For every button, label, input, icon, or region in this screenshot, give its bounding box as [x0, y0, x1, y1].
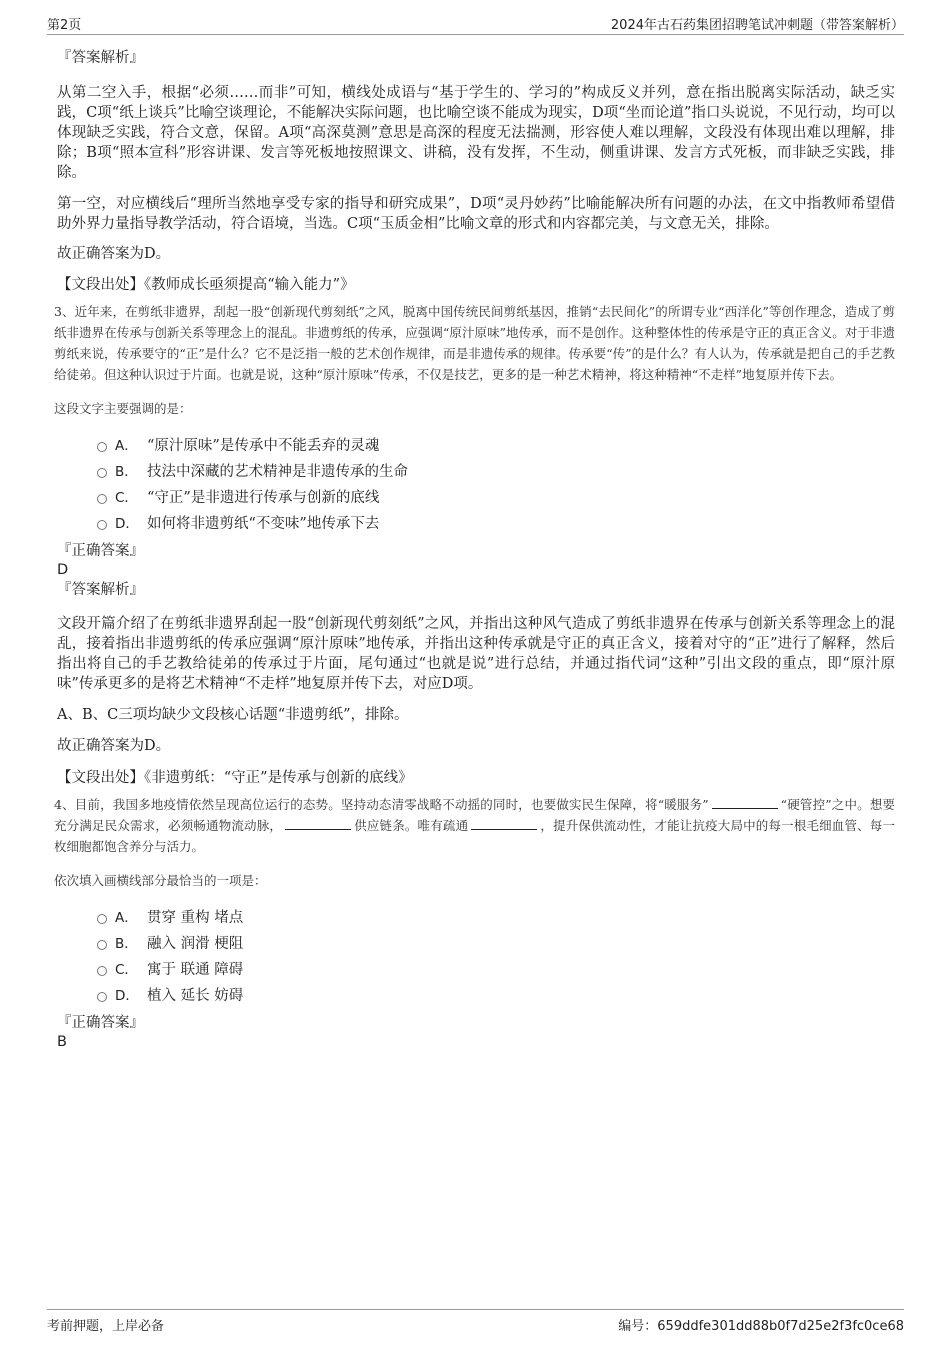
option-d[interactable]: D． 植入 延长 妨碍 [97, 983, 895, 1009]
analysis-paragraph: 第一空，对应横线后“理所当然地享受专家的指导和研究成果”，D项“灵丹妙药”比喻能解决所有问题的办法，在文中指教师希望借助外界力量指导教学活动，符合语境，当选。C项“玉质金相”比喻文章的形式和内容都完美，与文意无关，排除。 [57, 196, 895, 232]
correct-answer: D [57, 562, 69, 578]
radio-icon[interactable] [97, 468, 107, 478]
analysis-paragraph: A、B、C三项均缺少文段核心话题“非遗剪纸”，排除。 [57, 707, 409, 723]
question-4-options [97, 905, 895, 1009]
fill-blank[interactable] [471, 816, 537, 830]
page-content [54, 46, 895, 1052]
question-4-prompt: 依次填入画横线部分最恰当的一项是： [54, 873, 267, 888]
radio-icon[interactable] [97, 966, 107, 976]
radio-icon[interactable] [97, 520, 107, 530]
radio-icon[interactable] [97, 914, 107, 924]
question-3-text: 3、近年来，在剪纸非遗界，刮起一股“创新现代剪刻纸”之风，脱离中国传统民间剪纸基因，推销“去民间化”的所谓专业“西洋化”等创作理念，造成了剪纸非遗界在传承与创新关系等理念上的混乱。非遗剪纸的传承，应强调“原汁原味”地传承，而不是创作。这种整体性的传承是守正的真正含义。对于非遗剪纸来说，传承要守的“正”是什么？它不是泛指一般的艺术创作规律，而是非遗传承的规律。传承要“传”的是什么？有人认为，传承就是把自己的手艺教给徒弟。但这种认识过于片面。也就是说，这种“原汁原味”传承，不仅是技艺，更多的是一种艺术精神，将这种精神“不走样”地复原并传下去。 [54, 304, 895, 382]
radio-icon[interactable] [97, 442, 107, 452]
correct-answer: B [57, 1034, 67, 1050]
radio-icon[interactable] [97, 940, 107, 950]
analysis-paragraph: 文段开篇介绍了在剪纸非遗界刮起一股“创新现代剪刻纸”之风，并指出这种风气造成了剪纸非遗界在传承与创新关系等理念上的混乱，接着指出非遗剪纸的传承应强调“原汁原味”地传承，并指出这种传承就是守正的真正含义，接着对守的“正”进行了解释，然后指出将自己的手艺教给徒弟的传承过于片面，尾句通过“也就是说”进行总结，并通过指代词“这种”引出文段的重点，即“原汁原味”传承更多的是将艺术精神“不走样”地复原并传下去，对应D项。 [57, 616, 895, 692]
document-title: 2024年古石药集团招聘笔试冲刺题（带答案解析） [610, 18, 904, 33]
analysis-conclusion: 故正确答案为D。 [57, 246, 171, 262]
page-footer [47, 1309, 904, 1333]
question-3-options [97, 433, 895, 537]
option-c[interactable]: C． 寓于 联通 障碍 [97, 957, 895, 983]
option-b[interactable]: B． 融入 润滑 梗阻 [97, 931, 895, 957]
correct-answer-label: 『正确答案』 [57, 543, 144, 559]
radio-icon[interactable] [97, 992, 107, 1002]
fill-blank[interactable] [285, 816, 351, 830]
option-a[interactable]: A． “原汁原味”是传承中不能丢弃的灵魂 [97, 433, 895, 459]
question-3-prompt: 这段文字主要强调的是： [54, 401, 192, 416]
footer-slogan: 考前押题，上岸必备 [47, 1319, 165, 1334]
source-citation: 【文段出处】《非遗剪纸：“守正”是传承与创新的底线》 [57, 770, 413, 786]
analysis-paragraph: 从第二空入手，根据“必须……而非”可知，横线处成语与“基于学生的、学习的”构成反义并列，意在指出脱离实际活动，缺乏实践，C项“纸上谈兵”比喻空谈理论，不能解决实际问题，也比喻空谈不能成为现实，D项“坐而论道”指口头说说，不见行动，均可以体现缺乏实践，符合文意，保留。A项“高深莫测”意思是高深的程度无法揣测，形容使人难以理解，文段没有体现出难以理解，排除；B项“照本宣科”形容讲课、发言等死板地按照课文、讲稿，没有发挥，不生动，侧重讲课、发言方式死板，而非缺乏实践，排除。 [57, 85, 895, 181]
radio-icon[interactable] [97, 494, 107, 504]
option-b[interactable]: B． 技法中深藏的艺术精神是非遗传承的生命 [97, 459, 895, 485]
option-d[interactable]: D． 如何将非遗剪纸“不变味”地传承下去 [97, 511, 895, 537]
analysis-label: 『答案解析』 [57, 50, 144, 66]
question-4-text: 4、目前，我国多地疫情依然呈现高位运行的态势。坚持动态清零战略不动摇的同时，也要做实民生保障，将“暖服务” “硬管控”之中。想要充分满足民众需求，必须畅通物流动脉， 供应链条。唯有疏通 ，提升保供流动性，才能让抗疫大局中的每一根毛细血管、每一枚细胞都饱含养分与活力。 [54, 797, 895, 854]
analysis-label: 『答案解析』 [57, 582, 144, 598]
analysis-conclusion: 故正确答案为D。 [57, 738, 171, 754]
option-a[interactable]: A． 贯穿 重构 堵点 [97, 905, 895, 931]
correct-answer-label: 『正确答案』 [57, 1015, 144, 1031]
document-code: 编号：659ddfe301dd88b0f7d25e2f3fc0ce68 [618, 1319, 904, 1334]
fill-blank[interactable] [712, 795, 778, 809]
source-citation: 【文段出处】《教师成长亟须提高“输入能力”》 [57, 277, 355, 293]
option-c[interactable]: C． “守正”是非遗进行传承与创新的底线 [97, 485, 895, 511]
page-number: 第2页 [47, 18, 82, 33]
page-header [47, 14, 904, 35]
